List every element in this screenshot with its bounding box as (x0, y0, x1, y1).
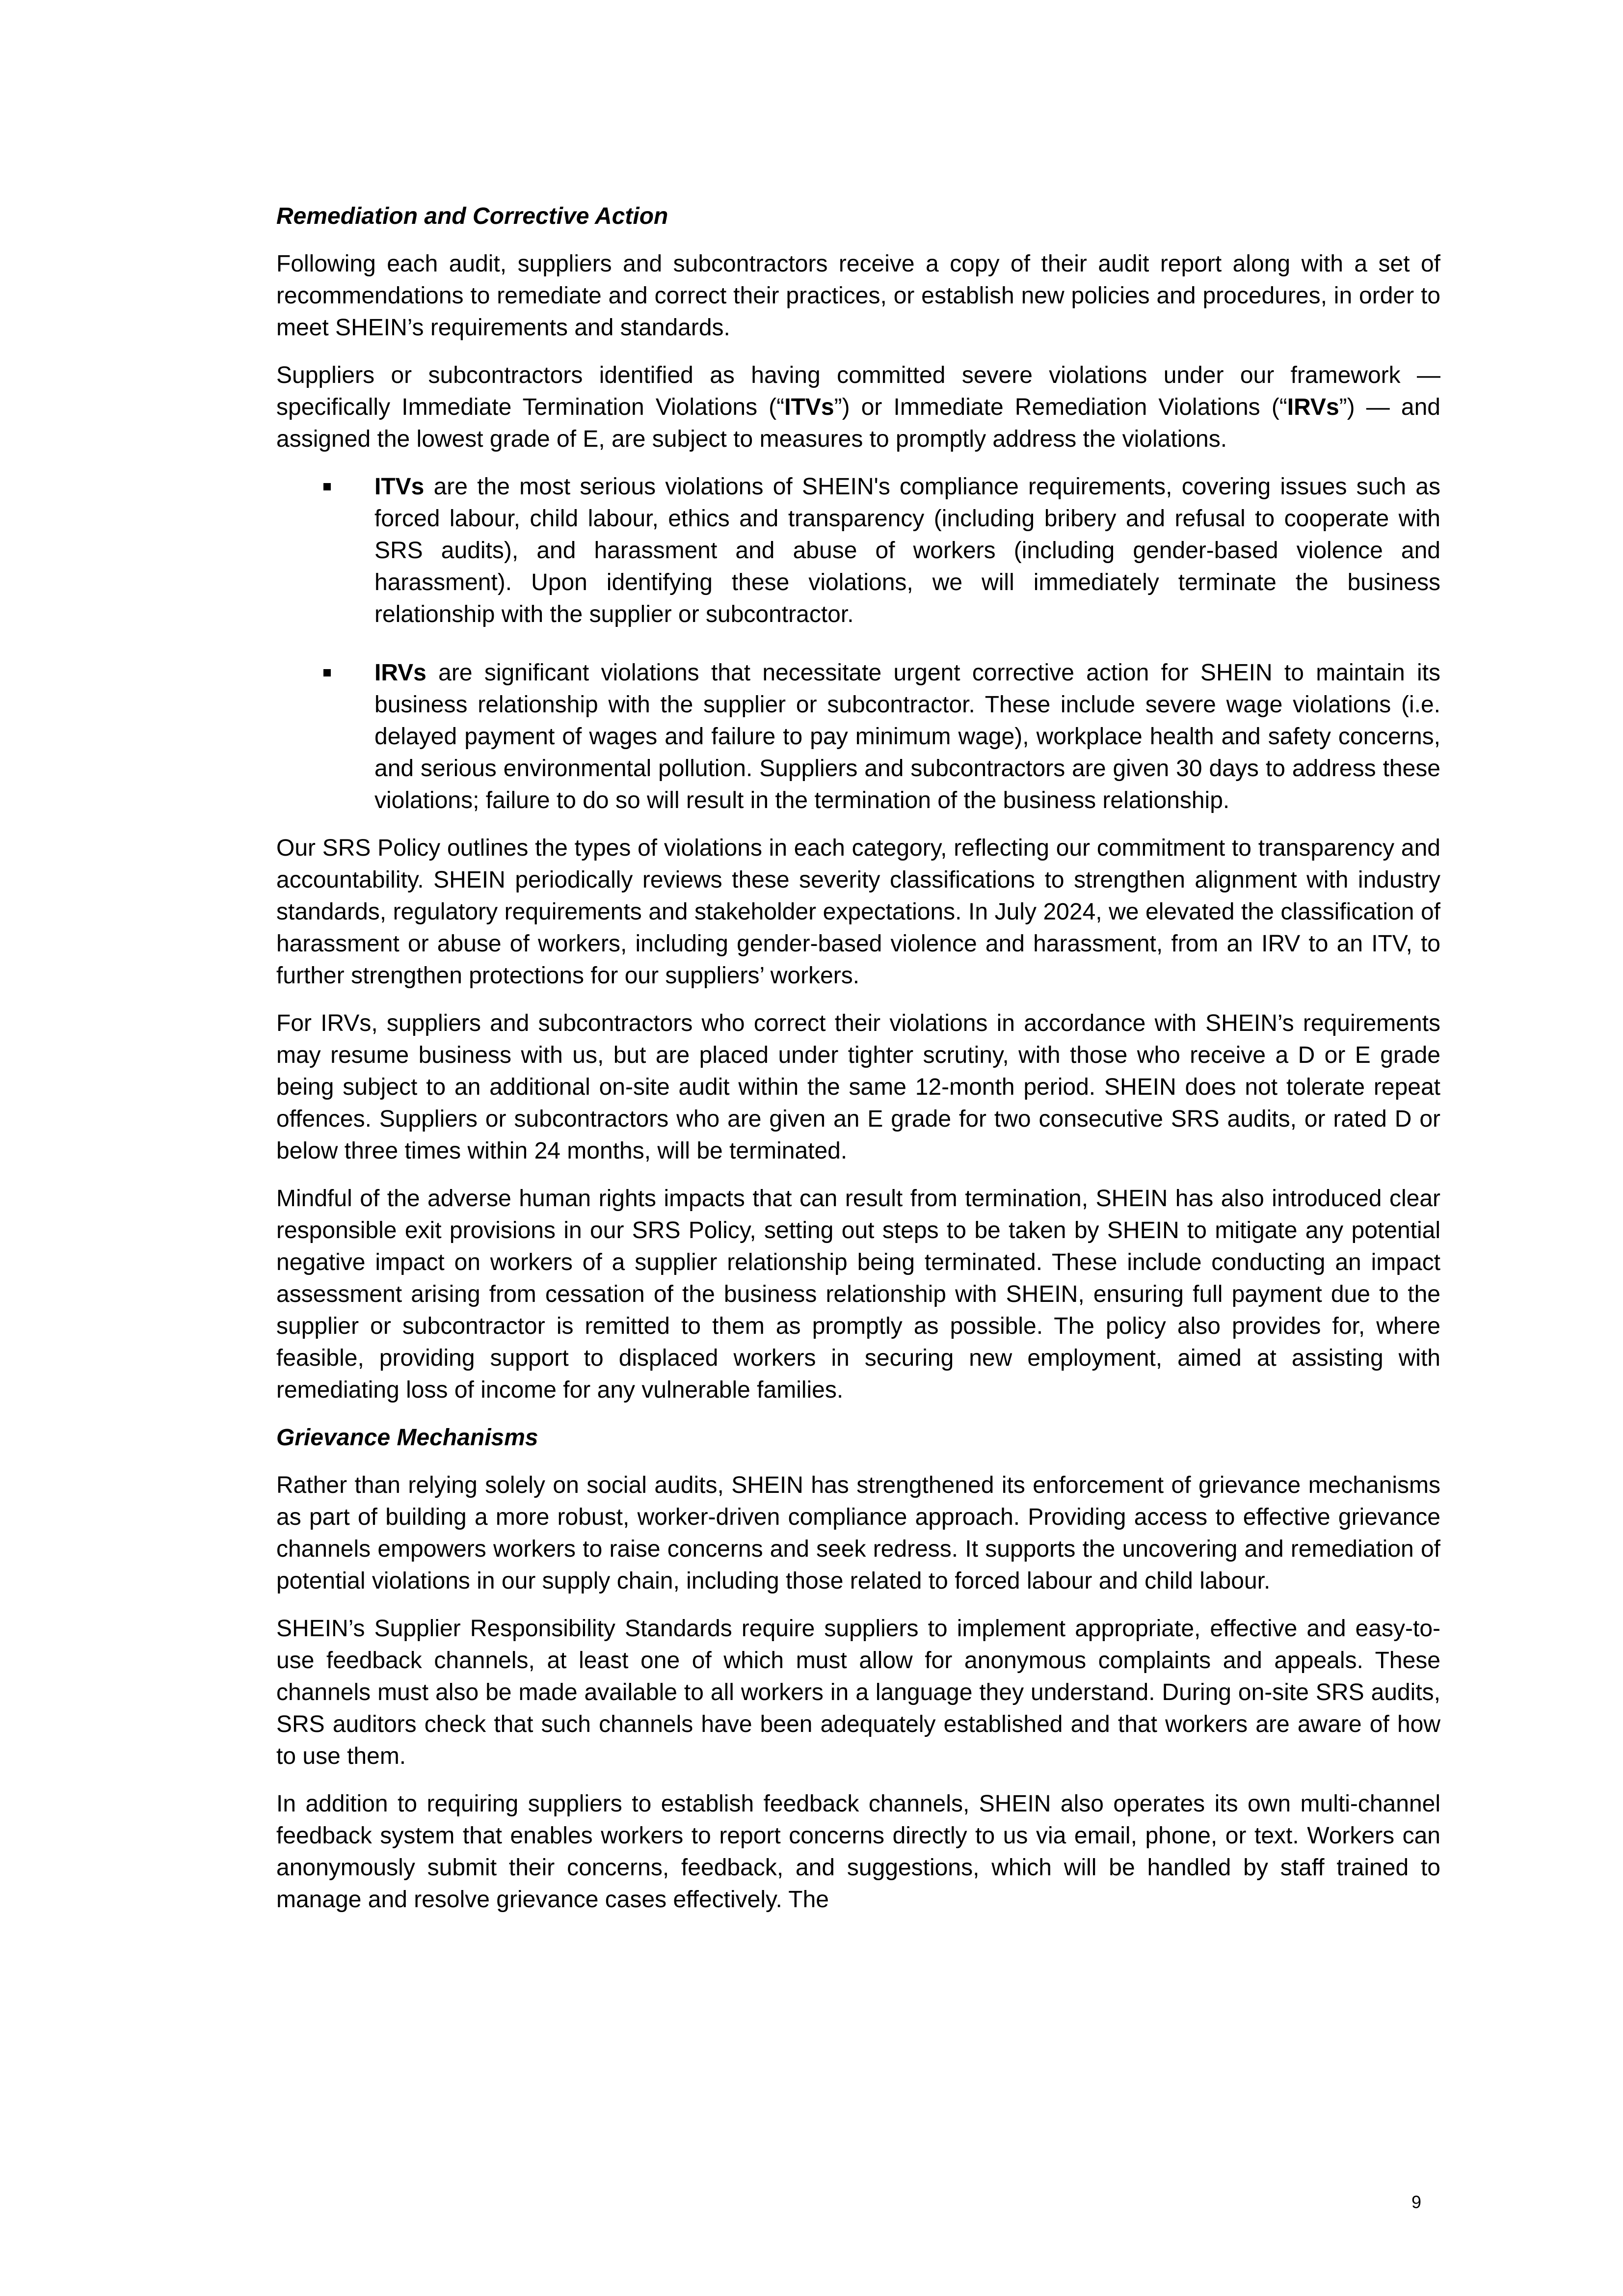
text-run: are significant violations that necessitate urgent corrective action for SHEIN to maintain its business relationship with the supplier or subcontractor. These include severe wage violations (i.e. delayed payment of wages and failure to pay minimum wage), workplace health and safety concerns, and serious environmental pollution. Suppliers and subcontractors are given 30 days to address these violations; failure to do so will result in the termination of the business relationship. (374, 660, 1440, 813)
page-number: 9 (1411, 2192, 1422, 2212)
term-irvs: IRVs (374, 660, 426, 686)
paragraph-multichannel-feedback: In addition to requiring suppliers to establish feedback channels, SHEIN also operates its own multi-channel feedback system that enables workers to report concerns directly to us via email, phone, or text. Workers can anonymously submit their concerns, feedback, and suggestions, which will be handled by staff trained to manage and resolve grievance cases effectively. The (276, 1791, 1440, 1913)
paragraph-irv-scrutiny: For IRVs, suppliers and subcontractors who correct their violations in accordance with SHEIN’s requirements may resume business with us, but are placed under tighter scrutiny, with those who receive a D or E grade being subject to an additional on-site audit within the same 12-month period. SHEIN does not tolerate repeat offences. Suppliers or subcontractors who are given an E grade for two consecutive SRS audits, or rated D or below three times within 24 months, will be terminated. (276, 1010, 1440, 1164)
bullet-square-icon (323, 483, 331, 490)
bullet-square-icon (323, 669, 331, 676)
term-itvs: ITVs (374, 474, 425, 500)
paragraph-responsible-exit: Mindful of the adverse human rights impacts that can result from termination, SHEIN has also introduced clear responsible exit provisions in our SRS Policy, setting out steps to be taken by SHEIN to mitigate any potential negative impact on workers of a supplier relationship being terminated. These include conducting an impact assessment arising from cessation of the business relationship with SHEIN, ensuring full payment due to the supplier or subcontractor is remitted to them as promptly as possible. The policy also provides for, where feasible, providing support to displaced workers in securing new employment, aimed at assisting with remediating loss of income for any vulnerable families. (276, 1186, 1440, 1403)
text-run: ”) or Immediate Remediation Violations (“ (834, 394, 1287, 420)
paragraph-grievance-intro: Rather than relying solely on social audits, SHEIN has strengthened its enforcement of grievance mechanisms as part of building a more robust, worker-driven compliance approach. Providing access to effective grievance channels empowers workers to raise concerns and seek redress. It supports the uncovering and remediation of potential violations in our supply chain, including those related to forced labour and child labour. (276, 1472, 1440, 1594)
text-run: Suppliers or subcontractors identified as having committed severe violations under our framework — specifically Immediate Termination Violations (“ (276, 362, 1440, 420)
term-irvs: IRVs (1287, 394, 1339, 420)
paragraph-feedback-channels: SHEIN’s Supplier Responsibility Standards require suppliers to implement appropriate, effective and easy-to-use feedback channels, at least one of which must allow for anonymous complaints and appeals. These channels must also be made available to all workers in a language they understand. During on-site SRS audits, SRS auditors check that such channels have been adequately established and that workers are aware of how to use them. (276, 1616, 1440, 1769)
list-item-irvs (276, 657, 1440, 816)
section-heading-grievance: Grievance Mechanisms (276, 1425, 538, 1451)
list-item-itvs (276, 471, 1440, 630)
text-run: ”) — and assigned the lowest grade of E, are subject to measures to promptly address the violations. (276, 394, 1440, 452)
paragraph-audit-report: Following each audit, suppliers and subcontractors receive a copy of their audit report along with a set of recommendations to remediate and correct their practices, or establish new policies and procedures, in order to meet SHEIN’s requirements and standards. (276, 251, 1440, 341)
paragraph-severe-violations (276, 359, 1440, 455)
paragraph-srs-policy: Our SRS Policy outlines the types of violations in each category, reflecting our commitment to transparency and accountability. SHEIN periodically reviews these severity classifications to strengthen alignment with industry standards, regulatory requirements and stakeholder expectations. In July 2024, we elevated the classification of harassment or abuse of workers, including gender-based violence and harassment, from an IRV to an ITV, to further strengthen protections for our suppliers’ workers. (276, 835, 1440, 989)
text-run: are the most serious violations of SHEIN's compliance requirements, covering issues such as forced labour, child labour, ethics and transparency (including bribery and refusal to cooperate with SRS audits), and harassment and abuse of workers (including gender-based violence and harassment). Upon identifying these violations, we will immediately terminate the business relationship with the supplier or subcontractor. (374, 474, 1440, 627)
page-content (276, 200, 1440, 1931)
term-itvs: ITVs (784, 394, 834, 420)
violation-types-list (276, 471, 1440, 816)
section-heading-remediation: Remediation and Corrective Action (276, 203, 668, 229)
